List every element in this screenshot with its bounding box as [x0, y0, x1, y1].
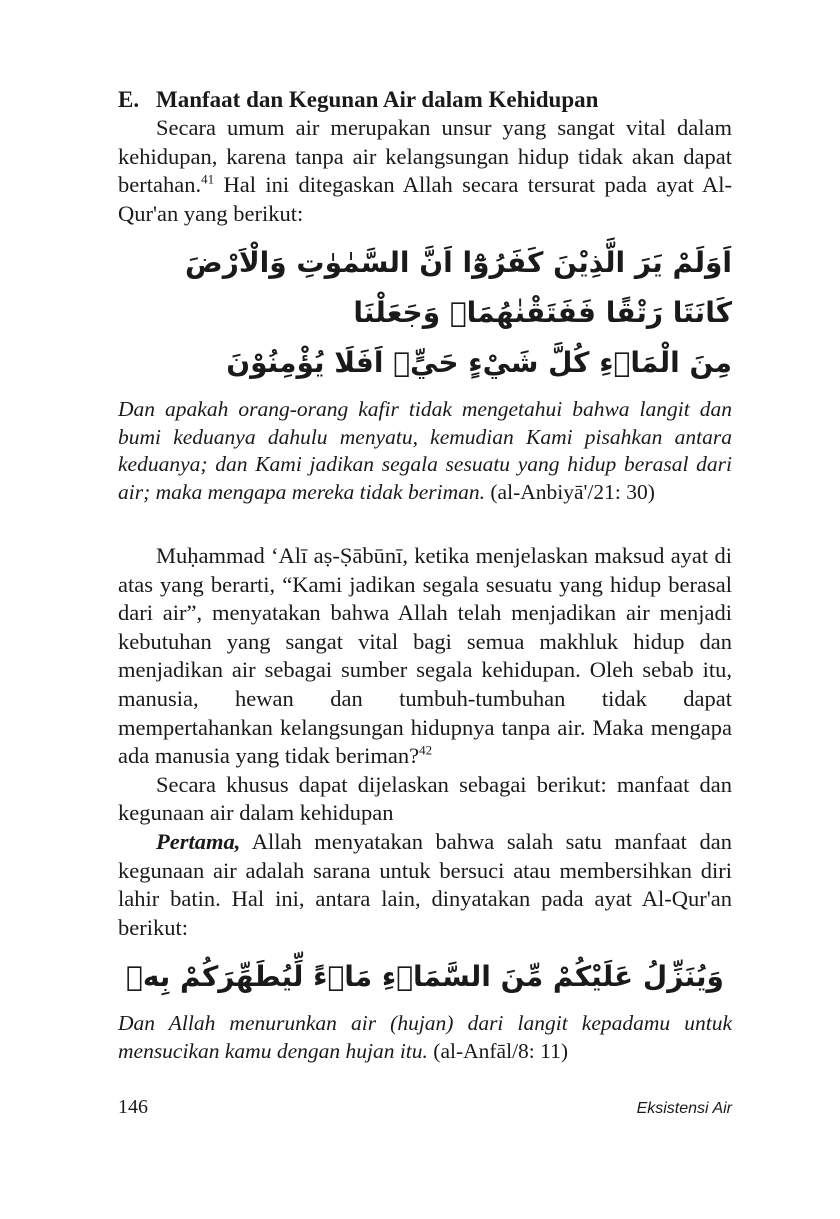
- section-number: E.: [118, 87, 140, 112]
- page-number: 146: [118, 1096, 148, 1118]
- arabic-verse-line-1: اَوَلَمْ يَرَ الَّذِيْنَ كَفَرُوْٓا اَنَّ السَّمٰوٰتِ وَالْاَرْضَ كَانَتَا رَتْقًا فَفَتَقْنٰهُمَاۗ وَجَعَلْنَا: [185, 246, 732, 330]
- footnote-ref-41[interactable]: 41: [201, 171, 215, 187]
- arabic-verse-line-2: مِنَ الْمَاۤءِ كُلَّ شَيْءٍ حَيٍّۗ اَفَلَا يُؤْمِنُوْنَ: [226, 346, 732, 380]
- section-title: Manfaat dan Kegunan Air dalam Kehidupan: [156, 87, 599, 112]
- verse-2-translation: [118, 1010, 732, 1065]
- page-footer: [118, 1096, 732, 1119]
- paragraph-intro-text: Secara umum air merupakan unsur yang sangat vital dalam kehidupan, karena tanpa air kelangsungan hidup tidak akan dapat bertahan.: [118, 115, 732, 198]
- arabic-verse-2: وَيُنَزِّلُ عَلَيْكُمْ مِّنَ السَّمَاۤءِ مَاۤءً لِّيُطَهِّرَكُمْ بِهٖ: [126, 960, 724, 994]
- paragraph-specific: Secara khusus dapat dijelaskan sebagai berikut: manfaat dan kegunaan air dalam kehidupan: [118, 771, 732, 826]
- paragraph-first: [118, 828, 732, 942]
- page-content: [118, 86, 732, 1065]
- section-heading: [118, 86, 732, 114]
- paragraph-first-text: Allah menyatakan bahwa salah satu manfaat dan kegunaan air adalah sarana untuk bersuci atau membersihkan diri lahir batin. Hal ini, antara lain, dinyatakan pada ayat Al-Qur'an berikut:: [118, 828, 732, 940]
- verse-2-reference: (al-Anfāl/8: 11): [427, 1038, 569, 1063]
- verse-translation: [118, 396, 732, 506]
- paragraph-first-lead: Pertama,: [156, 828, 241, 854]
- verse-2-translation-text: Dan Allah menurunkan air (hujan) dari langit kepadamu untuk mensucikan kamu dengan hujan itu.: [118, 1011, 732, 1063]
- paragraph-intro-text-after: Hal ini ditegaskan Allah secara tersurat pada ayat Al-Qur'an yang berikut:: [118, 172, 732, 226]
- running-title: Eksistensi Air: [636, 1100, 732, 1117]
- footnote-ref-42[interactable]: 42: [419, 742, 433, 758]
- paragraph-commentary-text: Muḥammad ‘Alī aṣ-Ṣābūnī, ketika menjelaskan maksud ayat di atas yang berarti, “Kami jadikan segala sesuatu yang hidup berasal dari air”, menyatakan bahwa Allah telah menjadikan air menjadi kebutuhan yang sangat vital bagi semua makhluk hidup dan menjadikan air sebagai sumber segala kehidupan. Oleh sebab itu, manusia, hewan dan tumbuh-tumbuhan tidak dapat mempertahankan kelangsungan hidupnya tanpa air. Maka mengapa ada manusia yang tidak beriman?: [118, 543, 732, 769]
- verse-translation-text: Dan apakah orang-orang kafir tidak mengetahui bahwa langit dan bumi keduanya dahulu menyatu, kemudian Kami pisahkan antara keduanya; dan Kami jadikan segala sesuatu yang hidup berasal dari air; maka mengapa mereka tidak beriman.: [118, 397, 732, 504]
- verse-reference: (al-Anbiyā'/21: 30): [485, 479, 655, 504]
- paragraph-intro: [118, 114, 732, 228]
- paragraph-commentary: [118, 542, 732, 771]
